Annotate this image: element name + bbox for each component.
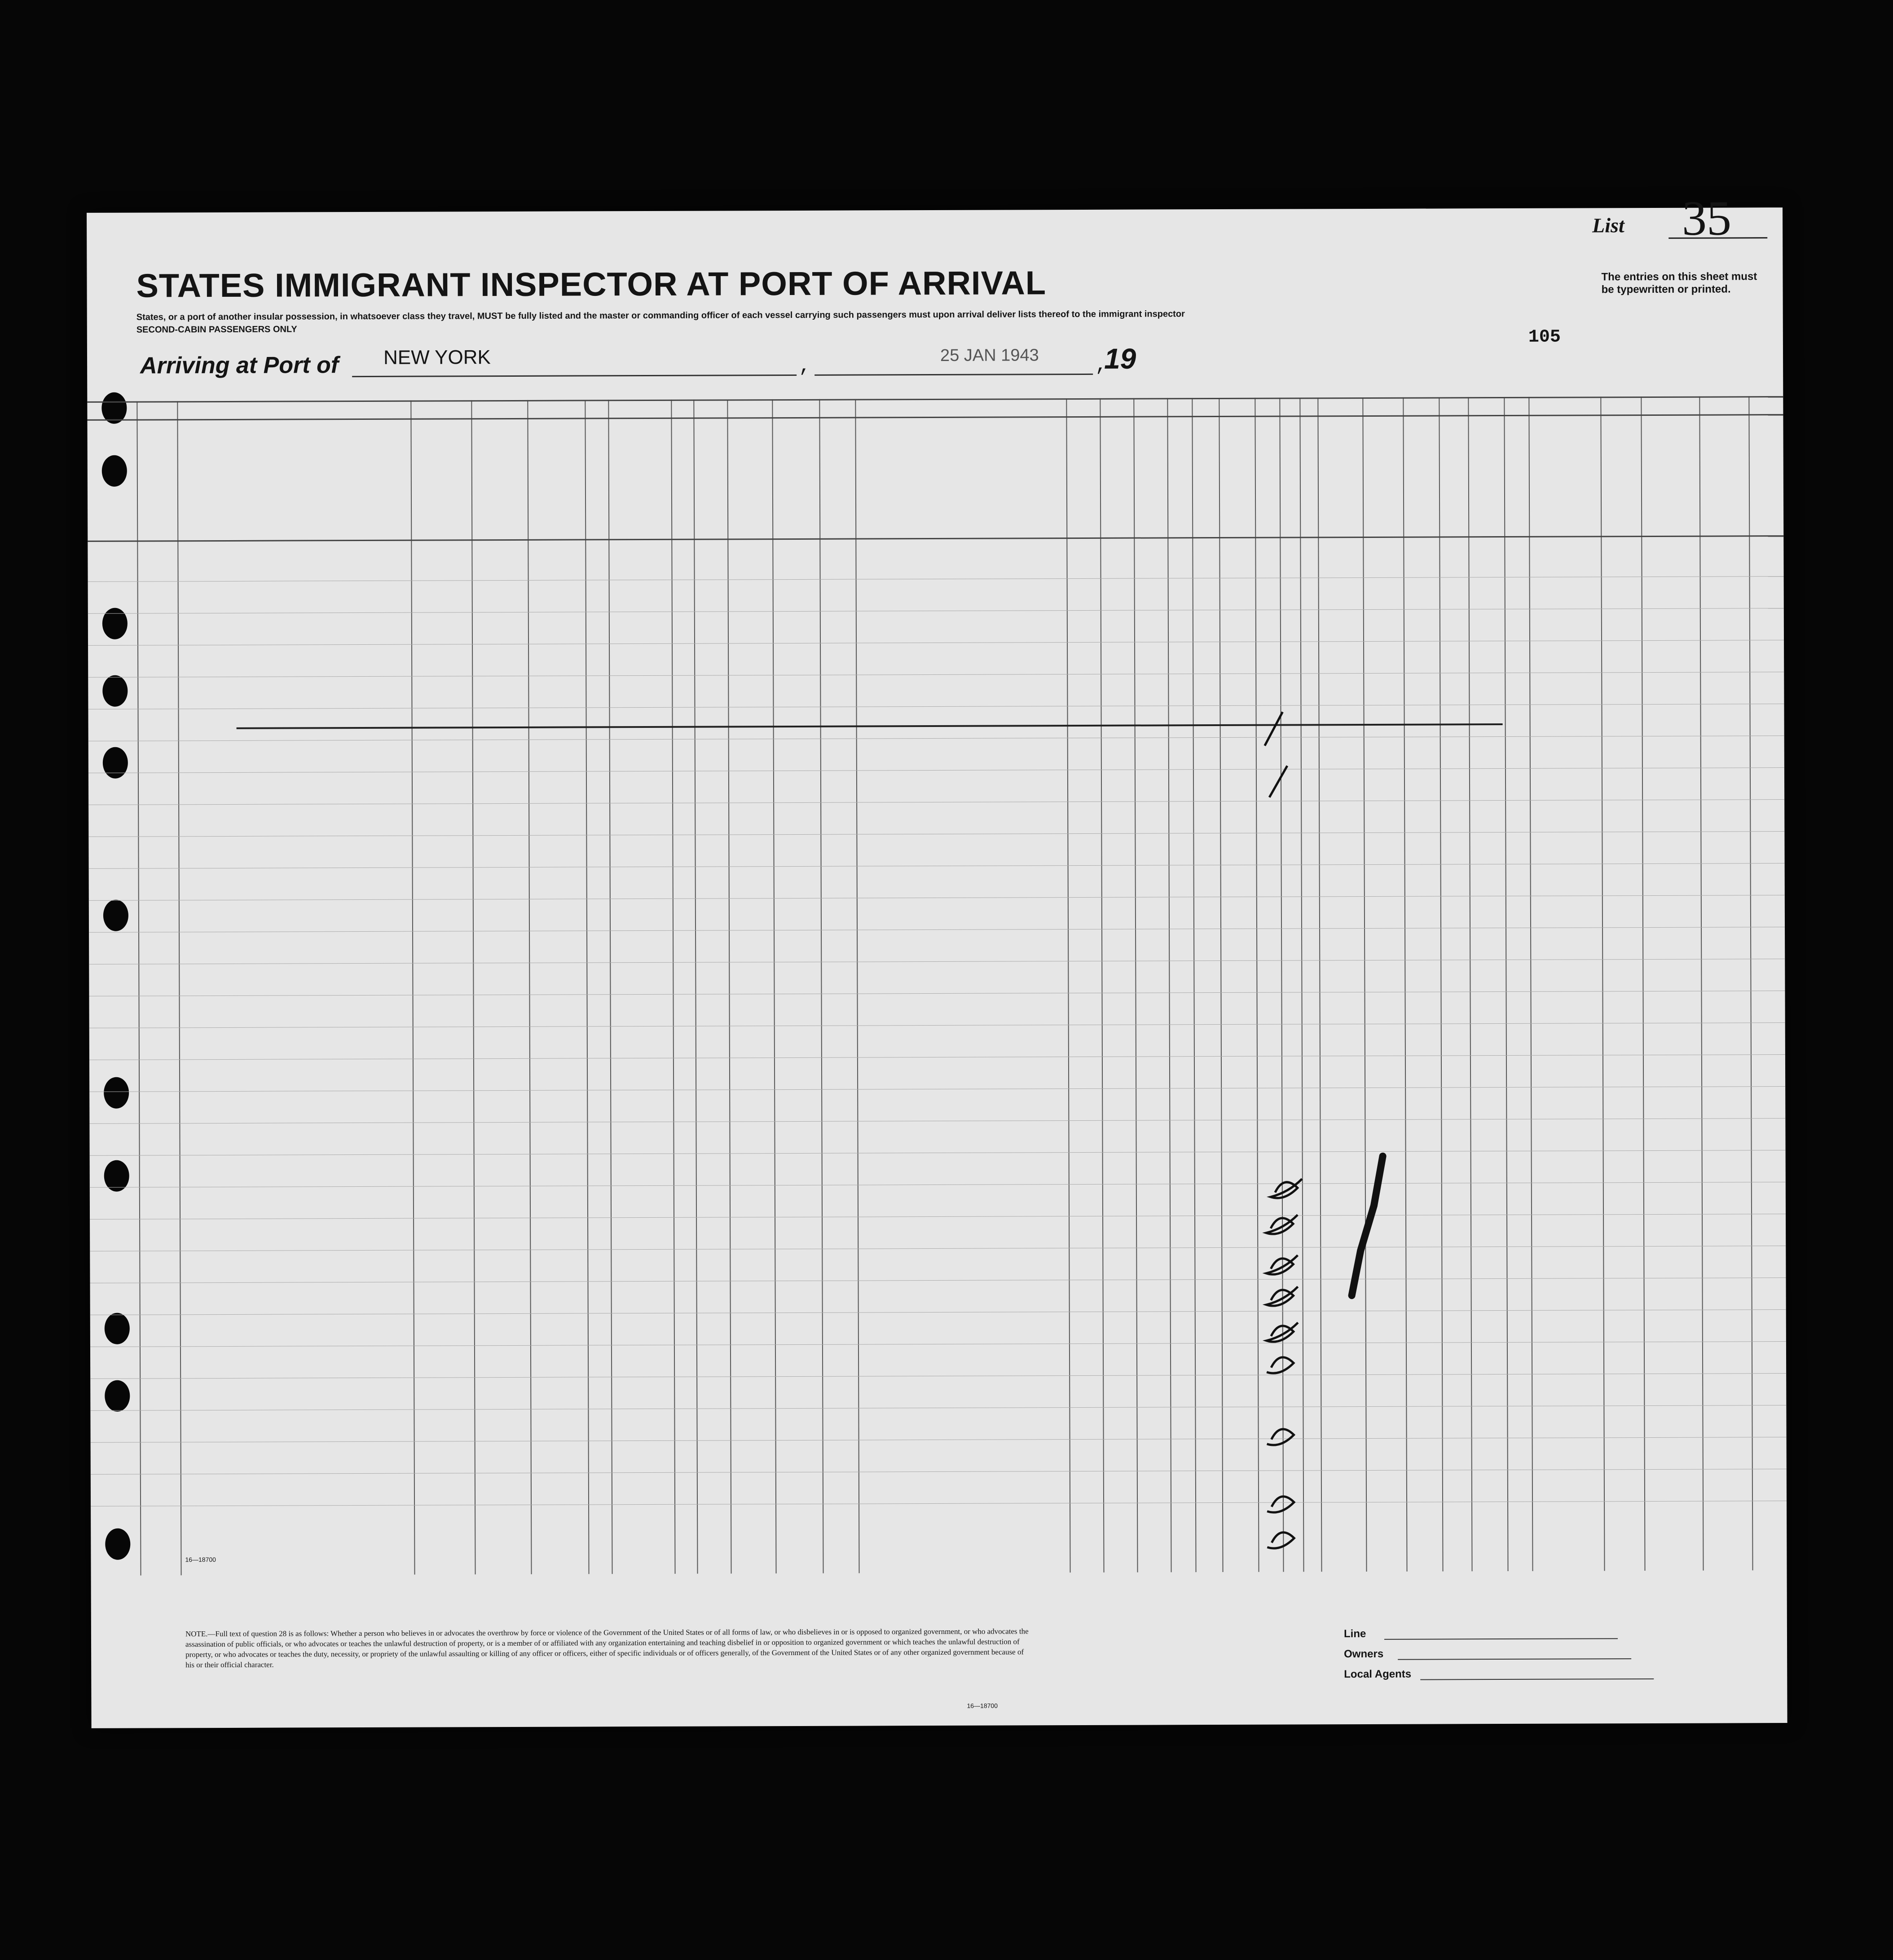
page-title: STATES IMMIGRANT INSPECTOR AT PORT OF ARRIVAL [136,264,1047,304]
column-header-17 [182,445,406,446]
sheet-number: 105 [1528,327,1561,348]
year-label: 19 [1104,342,1136,375]
column-rule [585,400,589,1574]
column-rule [772,399,776,1573]
column-rule [1748,396,1753,1570]
list-note: The entries on this sheet must be typewritten or printed. [1601,270,1757,296]
column-rule [608,400,612,1574]
comma: , [799,355,811,378]
column-header-22 [695,426,854,427]
manifest-table [87,396,1787,1576]
date-stamp: 25 JAN 1943 [940,346,1039,365]
column-rule [471,400,475,1574]
column-rule [1066,398,1070,1572]
line-underline [1384,1638,1618,1640]
column-rule [1504,397,1508,1571]
column-rule [527,400,532,1574]
owners-label: Owners [1344,1647,1384,1660]
list-underline [1668,237,1767,239]
column-rule [1403,397,1407,1572]
manifest-sheet [87,190,1787,1728]
column-rule [1699,396,1704,1571]
comma: , [1095,354,1107,377]
column-rule [1641,396,1645,1571]
date-underline [814,374,1093,376]
column-rule [1167,398,1171,1572]
ink-stroke [1343,1152,1397,1300]
column-rule [177,401,181,1575]
line-label: Line [1343,1627,1366,1640]
agents-underline [1420,1678,1654,1680]
column-rule [671,400,675,1574]
form-number: 16—18700 [185,1556,216,1564]
owners-underline [1398,1658,1631,1660]
list-number: 35 [1682,190,1732,246]
column-rule [1600,396,1605,1571]
column-header-37 [1603,454,1747,455]
port-underline [352,374,797,377]
column-rule [1100,398,1104,1572]
agents-label: Local Agents [1344,1668,1412,1681]
column-header-23 [858,443,1064,444]
column-rule [1528,397,1533,1571]
column-rule [1133,398,1138,1572]
column-rule [136,401,141,1576]
arriving-label: Arriving at Port of [140,352,339,379]
list-label: List [1592,214,1624,237]
port-value: NEW YORK [383,346,491,369]
footer-note: NOTE.—Full text of question 28 is as follows: Whether a person who believes in or advocates the overthrow by force or violence of the Government of the United States or of all forms of law, or who disbelieves in or is opposed to organized government, or who advocates the assassination of public officials, or who advocates or teaches the unlawful destruction of property, or is a member of or affiliated with any organization entertaining and teaching disbelief in or opposition to organized government or which teaches the unlawful destruction of property, or who advocates or teaches the duty, necessity, or propriety of the unlawful assaulting or killing of any officer or officers, either of specific individuals or of officers generally, of the Government of the United States or of any other organized government because of his or their official character. [185,1627,1029,1669]
column-rule [1362,397,1367,1572]
column-rule [1192,398,1196,1572]
column-rule [1468,397,1472,1571]
column-rule [410,401,415,1575]
column-rule [819,399,823,1573]
column-rule [855,399,859,1573]
column-rule [693,400,698,1574]
subtitle-instructions: States, or a port of another insular possession, in whatsoever class they travel, MUST be fully listed and the master or commanding officer of each vessel carrying such passengers must upon arrival deliver lists thereof to the immigrant inspector [136,309,1185,322]
column-rule [1439,397,1443,1571]
handwritten-marks [1202,703,1321,1601]
subtitle-class: SECOND-CABIN PASSENGERS ONLY [136,324,297,335]
form-number-bottom: 16—18700 [967,1702,998,1709]
list-number-box [1592,190,1763,246]
column-rule [727,399,731,1573]
